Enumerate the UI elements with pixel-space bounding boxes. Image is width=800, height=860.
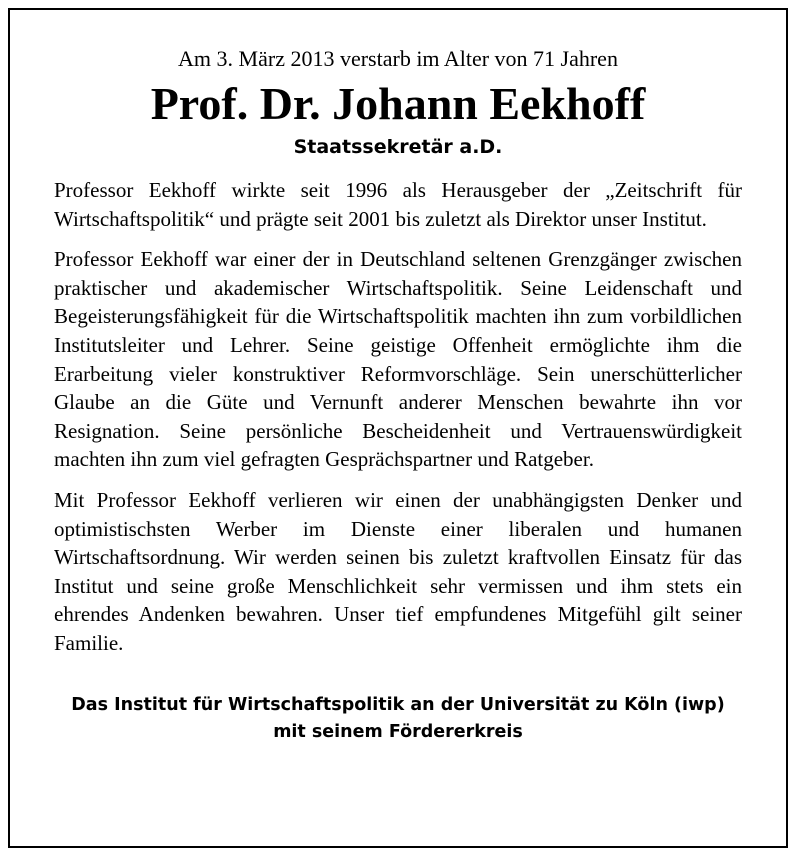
signature-line-1: Das Institut für Wirtschaftspolitik an der Universität zu Köln (iwp) bbox=[71, 694, 725, 715]
paragraph-1: Professor Eekhoff wirkte seit 1996 als Herausgeber der „Zeitschrift für Wirtschaftspolitik“ und prägte seit 2001 bis zuletzt als Direktor unser Institut. bbox=[54, 178, 742, 231]
signature-block bbox=[54, 692, 742, 746]
paragraph-2: Professor Eekhoff war einer der in Deutschland seltenen Grenzgänger zwischen praktischer und akademischer Wirtschaftspolitik. Seine Leidenschaft und Begeisterungsfähigkeit für die Wirtschaftspolitik machten ihn zum vorbildlichen Institutsleiter und Lehrer. Seine geistige Offenheit ermöglichte ihm die Erarbeitung vieler konstruktiver Reformvorschläge. Sein unerschütterlicher Glaube an die Güte und Vernunft anderer Menschen bewahrte ihn vor Resignation. Seine persönliche Bescheidenheit und Vertrauenswürdigkeit machten ihn zum viel gefragten Gesprächspartner und Ratgeber. bbox=[54, 247, 742, 472]
deceased-name: Prof. Dr. Johann Eekhoff bbox=[150, 78, 646, 129]
deceased-title: Staatssekretär a.D. bbox=[293, 136, 503, 158]
obituary-notice bbox=[54, 44, 742, 746]
signature-line-2: mit seinem Fördererkreis bbox=[273, 721, 523, 742]
paragraph-3: Mit Professor Eekhoff verlieren wir einen der unabhängigsten Denker und optimistischsten Werber im Dienste einer liberalen und humanen Wirtschaftsordnung. Wir werden seinen bis zuletzt kraftvollen Einsatz für das Institut und seine große Menschlichkeit sehr vermissen und ihm stets ein ehrendes Andenken bewahren. Unser tief empfundenes Mitgefühl gilt seiner Familie. bbox=[54, 487, 742, 655]
intro-line: Am 3. März 2013 verstarb im Alter von 71 Jahren bbox=[178, 46, 618, 71]
